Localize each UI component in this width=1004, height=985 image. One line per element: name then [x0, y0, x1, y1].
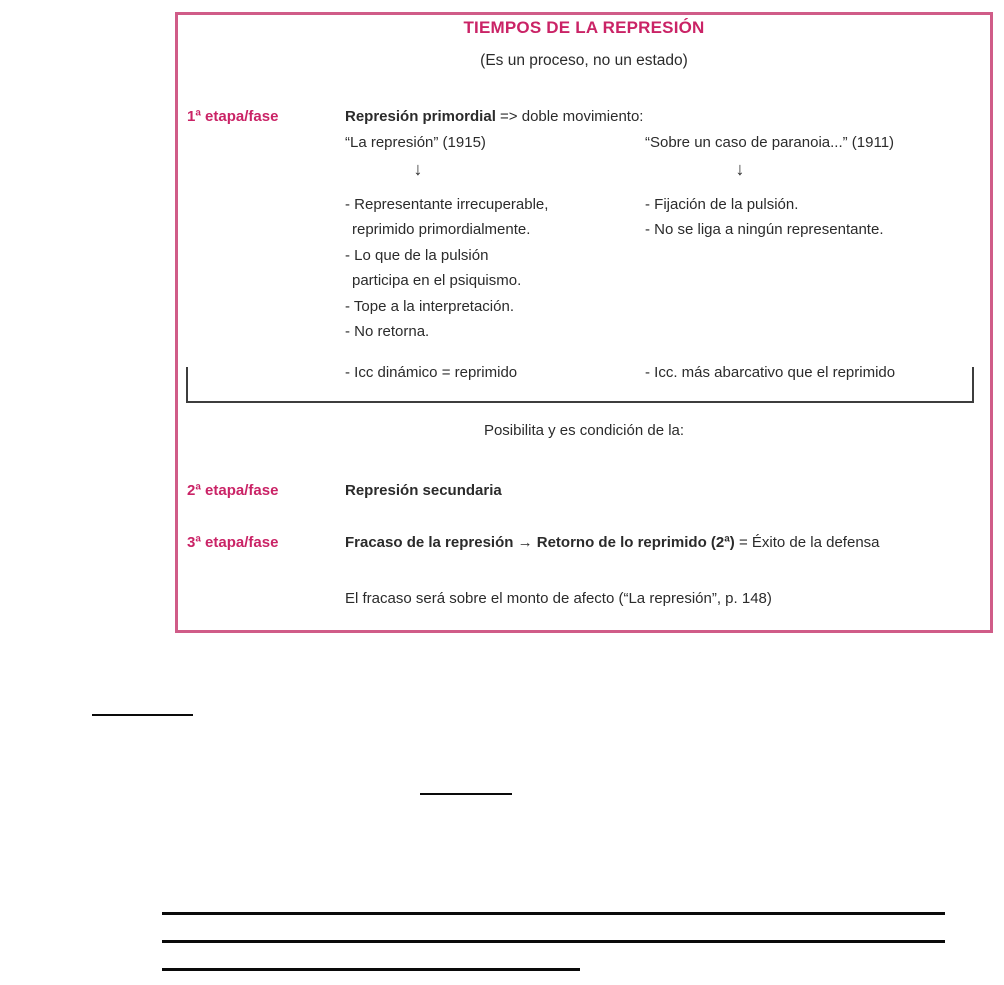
stage3-text-bold: Fracaso de la represión → Retorno de lo reprimido (2ª)	[345, 534, 735, 551]
stage2-label: 2ª etapa/fase	[187, 482, 279, 499]
list-item: - No se liga a ningún representante.	[645, 221, 884, 239]
blank-underline-2	[420, 793, 512, 795]
list-item: - Fijación de la pulsión.	[645, 196, 799, 213]
blank-underline-1	[92, 714, 193, 716]
stage3-label: 3ª etapa/fase	[187, 534, 279, 551]
down-arrow-right-icon: ↓	[735, 159, 745, 179]
schema-subtitle: (Es un proceso, no un estado)	[480, 52, 688, 69]
list-item: - Lo que de la pulsión	[345, 246, 489, 264]
left-column-source: “La represión” (1915)	[345, 134, 486, 151]
schema-title: TIEMPOS DE LA REPRESIÓN	[463, 18, 705, 37]
scope-bracket	[186, 367, 974, 403]
right-column-last-item: - Icc. más abarcativo que el reprimido	[645, 364, 896, 381]
list-item: reprimido primordialmente.	[352, 221, 531, 239]
stage3-note: El fracaso será sobre el monto de afecto (“La represión”, p. 148)	[345, 590, 772, 607]
stage1-label: 1ª etapa/fase	[187, 108, 279, 125]
stage3-text	[345, 534, 880, 552]
left-bullet-list	[345, 192, 548, 344]
bottom-rule-2	[162, 940, 945, 943]
right-column-source: “Sobre un caso de paranoia...” (1911)	[645, 134, 895, 151]
list-item: - Representante irrecuperable,	[345, 196, 549, 213]
list-item: participa en el psiquismo.	[352, 272, 522, 290]
stage2-text: Represión secundaria	[345, 482, 502, 499]
bottom-rule-3	[162, 968, 580, 971]
bottom-rule-1	[162, 912, 945, 915]
list-item: - No retorna.	[345, 323, 430, 341]
right-bullet-list	[645, 192, 883, 243]
list-item: - Tope a la interpretación.	[345, 297, 514, 315]
stage1-heading-bold: Represión primordial	[345, 108, 496, 125]
stage1-heading	[345, 108, 643, 126]
left-column-last-item: - Icc dinámico = reprimido	[345, 364, 518, 381]
stage1-heading-rest: => doble movimiento:	[500, 108, 644, 125]
down-arrow-left-icon: ↓	[413, 159, 423, 179]
stage3-text-rest: = Éxito de la defensa	[738, 534, 880, 551]
connector-text: Posibilita y es condición de la:	[483, 422, 685, 439]
